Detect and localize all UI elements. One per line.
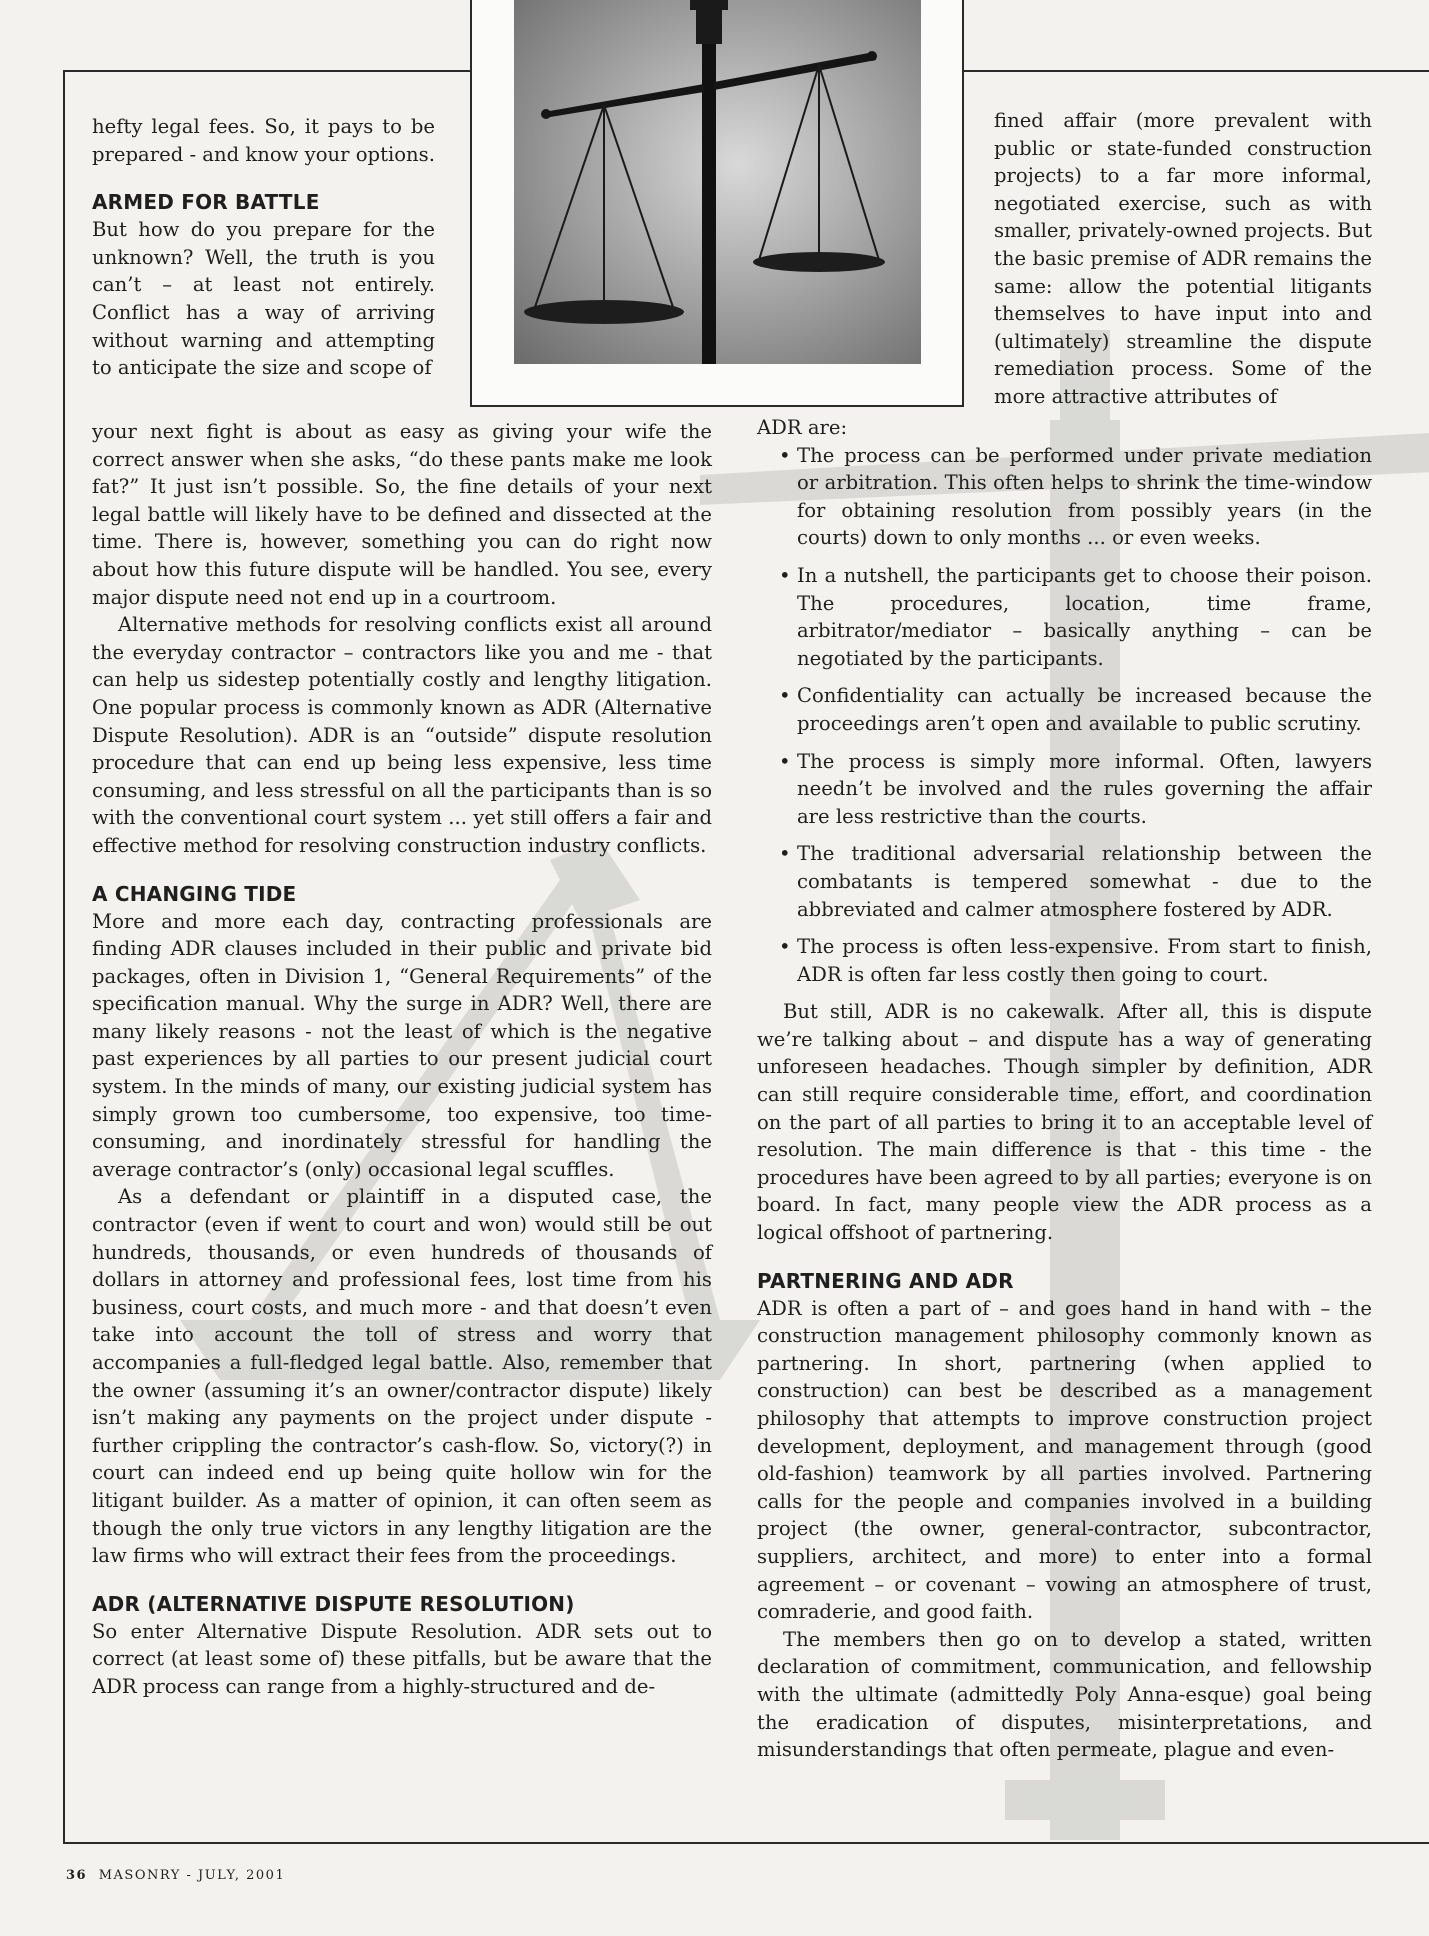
scales-of-justice-photo bbox=[514, 0, 921, 364]
members-paragraph: The members then go on to develop a stated, written declaration of commitment, communication, and fellowship with the ultimate (admittedly Poly Anna-esque) goal being the eradication of disputes, misinterpretations, and misunderstandings that often permeate, plague and even- bbox=[757, 1627, 1372, 1762]
right-column bbox=[757, 414, 1372, 1764]
page-footer bbox=[66, 1868, 285, 1883]
right-column-top bbox=[994, 107, 1372, 411]
list-item: • The process can be performed under private mediation or arbitration. This often helps to shrink the time-window for obtaining resolution from possibly years (in the courts) down to only months ... or even weeks. bbox=[757, 442, 1372, 552]
left-column bbox=[92, 418, 712, 1701]
changing-tide-paragraph: More and more each day, contracting professionals are finding ADR clauses included in their public and private bid packages, often in Division 1, “General Requirements” of the specification manual. Why the surge in ADR? Well, there are many likely reasons - not the least of which is the negative past experiences by all parties to our present judicial court system. In the minds of many, our existing judicial system has simply grown too cumbersome, too expensive, too time-consuming, and inordinately stressful for handling the average contractor’s (only) occasional legal scuffles. bbox=[92, 909, 712, 1181]
publication-line: MASONRY - JULY, 2001 bbox=[98, 1868, 286, 1883]
list-item: • The process is often less-expensive. From start to finish, ADR is often far less costly then going to court. bbox=[757, 933, 1372, 988]
page-number: 36 bbox=[66, 1868, 88, 1883]
defendant-paragraph: As a defendant or plaintiff in a disputed case, the contractor (even if went to court and won) would still be out hundreds, thousands, or even hundreds of thousands of dollars in attorney and professional fees, lost time from his business, court costs, and much more - and that doesn’t even take into account the toll of stress and worry that accompanies a full-fledged legal battle. Also, remember that the owner (assuming it’s an owner/contractor dispute) likely isn’t making any payments on the project under dispute - further crippling the contractor’s cash-flow. So, victory(?) in court can indeed end up being quite hollow win for the litigant builder. As a matter of opinion, it can often seem as though the only true victors in any lengthy litigation are the law firms who will extract their fees from the proceedings. bbox=[92, 1185, 712, 1568]
list-item: • The process is simply more informal. Often, lawyers needn’t be involved and the rules governing the affair are less restrictive than the courts. bbox=[757, 748, 1372, 831]
adr-paragraph: So enter Alternative Dispute Resolution. ADR sets out to correct (at least some of) these pitfalls, but be aware that the ADR process can range from a highly-structured and de- bbox=[92, 1619, 712, 1698]
armed-paragraph-continued: your next fight is about as easy as giving your wife the correct answer when she asks, “do these pants make me look fat?” It just isn’t possible. So, the fine details of your next legal battle will likely have to be defined and dissected at the time. There is, however, something you can do right now about how this future dispute will be handled. You see, every major dispute need not end up in a courtroom. bbox=[92, 420, 712, 609]
list-item: • In a nutshell, the participants get to choose their poison. The procedures, location, time frame, arbitrator/mediator – basically anything – can be negotiated by the participants. bbox=[757, 562, 1372, 672]
list-item: • Confidentiality can actually be increased because the proceedings aren’t open and available to public scrutiny. bbox=[757, 682, 1372, 737]
partnering-paragraph: ADR is often a part of – and goes hand in hand with – the construction management philosophy commonly known as partnering. In short, partnering (when applied to construction) can best be described as a management philosophy that attempts to improve construction project development, deployment, and management through (good old-fashion) teamwork by all parties involved. Partnering calls for the people and companies involved in a building project (the owner, general-contractor, subcontractor, suppliers, architect, and more) to enter into a formal agreement – or covenant – vowing an atmosphere of trust, comraderie, and good faith. bbox=[757, 1296, 1372, 1624]
heading-changing-tide: A CHANGING TIDE bbox=[92, 881, 297, 906]
adr-are-lead: ADR are: bbox=[757, 416, 848, 439]
armed-paragraph: But how do you prepare for the unknown? Well, the truth is you can’t – at least not entirely. Conflict has a way of arriving without warning and attempting to anticipate the size and scope of bbox=[92, 218, 435, 380]
intro-paragraph: hefty legal fees. So, it pays to be prepared - and know your options. bbox=[92, 115, 435, 166]
left-column-top bbox=[92, 113, 435, 382]
heading-partnering-and-adr: PARTNERING AND ADR bbox=[757, 1268, 1014, 1293]
list-item: • The traditional adversarial relationship between the combatants is tempered somewhat - due to the abbreviated and calmer atmosphere fostered by ADR. bbox=[757, 840, 1372, 923]
defined-affair-paragraph: fined affair (more prevalent with public or state-funded construction projects) to a far more informal, negotiated exercise, such as with smaller, privately-owned projects. But the basic premise of ADR remains the same: allow the potential litigants themselves to have input into and (ultimately) streamline the dispute remediation process. Some of the more attractive attributes of bbox=[994, 109, 1372, 408]
heading-adr: ADR (ALTERNATIVE DISPUTE RESOLUTION) bbox=[92, 1591, 575, 1616]
adr-attributes-list bbox=[757, 442, 1372, 989]
cakewalk-paragraph: But still, ADR is no cakewalk. After all, this is dispute we’re talking about – and dispute has a way of generating unforeseen headaches. Though simpler by definition, ADR can still require considerable time, effort, and coordination on the part of all parties to bring it to an acceptable level of resolution. The main difference is that - this time - the procedures have been agreed to by all parties; everyone is on board. In fact, many people view the ADR process as a logical offshoot of partnering. bbox=[757, 1000, 1372, 1245]
alternative-methods-paragraph: Alternative methods for resolving conflicts exist all around the everyday contractor – contractors like you and me - that can help us sidestep potentially costly and lengthy litigation. One popular process is commonly known as ADR (Alternative Dispute Resolution). ADR is an “outside” dispute resolution procedure that can end up being less expensive, less time consuming, and less stressful on all the participants than is so with the conventional court system ... yet still offers a fair and effective method for resolving construction industry conflicts. bbox=[92, 613, 712, 857]
heading-armed-for-battle: ARMED FOR BATTLE bbox=[92, 190, 320, 215]
